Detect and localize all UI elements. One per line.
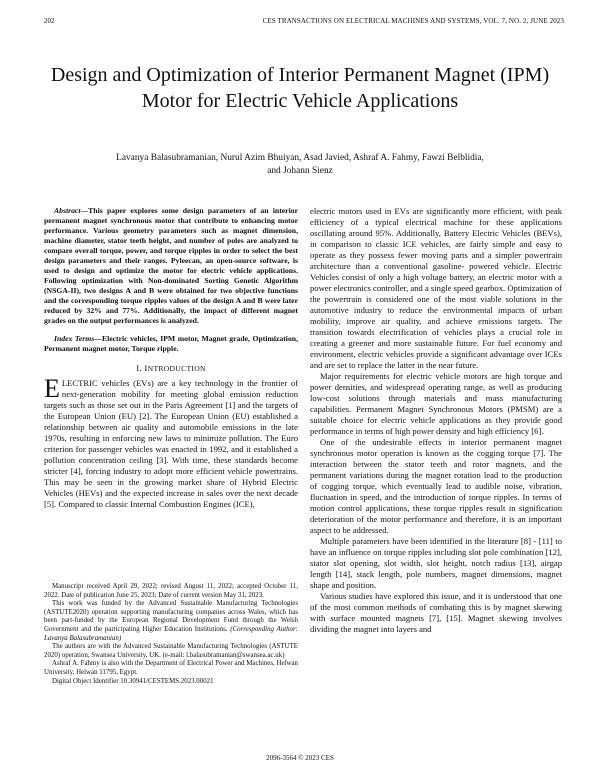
footnote-doi: Digital Object Identifier 10.30941/CESTEMS.2023.00021	[52, 677, 214, 685]
left-column	[44, 206, 298, 510]
intro-paragraph-1-text: LECTRIC vehicles (EVs) are a key technology in the frontier of next-generation mobility for meeting global emission reduction targets such as those set out in the Paris Agreement [1] and the targets of the European Union (EU) [2]. The European Union (EU) established a relationship between air quality and automobile emissions in the late 1970s, resulting in enforcing new laws to minimize pollution. The Euro criterion for passenger vehicles was enacted in 1992, and it established a pollution concentration ceiling [3]. With time, these standards become stricter [4], forcing industry to adopt more efficient vehicle powertrains. This may be seen in the growing market share of Hybrid Electric Vehicles (HEVs) and the expected increase in sales over the next decade [5]. Compared to classic Internal Combustion Engines (ICE),	[44, 378, 298, 509]
intro-paragraph-1-continued: electric motors used in EVs are significantly more efficient, with peak efficiency of a typical electrical machine for these applications oscillating around 95%. Additionally, Battery Electric Vehicles (BEVs), in comparison to classic ICE vehicles, are fairly simple and easy to operate as they possess fewer moving parts and a simpler powertrain architecture than a conventional gasoline- powered vehicle. Electric Vehicles consist of only a high voltage battery, an electric motor with a power electronics controller, and a single speed gearbox. Optimization of the powertrain is considered one of the most viable solutions in the automotive industry to reduce the environmental impacts of urban mobility, improve air quality, and achieve emissions targets. The transition towards electrification of vehicles plays a crucial role in creating a greener and more sustainable future. For fuel economy and environment, electric vehicles provide a significant advantage over ICEs and are set to replace the latter in the near future.	[310, 206, 562, 370]
abstract	[44, 206, 298, 326]
footnotes	[44, 583, 298, 686]
intro-paragraph-1	[44, 374, 298, 510]
footnote-affiliation-2: Ashraf A. Fahmy is also with the Department of Electrical Power and Machines, Helwan University, Helwan 11795, Egypt.	[44, 660, 298, 676]
intro-paragraph-2: Major requirements for electric vehicle motors are high torque and power densities, and widespread operating range, as well as producing low-cost solutions through materials and mass manufacturing capabilities. Permanent Magnet Synchronous Motors (PMSM) are a suitable choice for electric vehicle applications as they provide good performance in terms of high power density and high efficiency [6].	[310, 371, 562, 436]
intro-paragraph-3: One of the undesirable effects in interior permanent magnet synchronous motor operation is known as the cogging torque [7]. The interaction between the stator teeth and rotor magnets, and the permanent variations during the magnet rotation lead to the production of cogging torque, which eventually lead to audible noise, vibration, fluctuation in speed, and the introduction of torque ripples. In terms of motion control applications, these torque ripples result in signification deterioration of the motor performance and therefore, it is an important aspect to be addressed.	[310, 437, 562, 535]
page-footer: 2096-3564 © 2023 CES	[266, 754, 334, 762]
section-title-initial: I	[144, 363, 148, 373]
intro-paragraph-4: Multiple parameters have been identified in the literature [8] - [11] to have an influence on torque ripples including slot pole combination [12], stator slot opening, slot width, slot height, notch radius [13], airgap length [14], stack length, pole numbers, magnet dimensions, magnet shape and position.	[310, 536, 562, 590]
page-number: 202	[44, 17, 55, 25]
author-list	[60, 152, 540, 178]
authors-line-2: and Johann Sienz	[267, 166, 333, 176]
footnote-funding-text: This work was funded by the Advanced Sustainable Manufacturing Technologies (ASTUTE2020) operation supporting manufacturing companies across Wales, which has been part-funded by the European Regional Development Fund through the Welsh Government and the participating Higher Education Institutions.	[44, 600, 298, 633]
section-numeral: I.	[136, 363, 142, 373]
index-terms	[44, 334, 298, 354]
section-heading	[44, 363, 298, 374]
paper-title: Design and Optimization of Interior Permanent Magnet (IPM) Motor for Electric Vehicle Applications	[50, 64, 550, 112]
abstract-text: —This paper explores some design parameters of an interior permanent magnet synchronous motor that contribute to enhancing motor performance. Various geometry parameters such as magnet dimension, machine diameter, stator teeth height, and number of poles are analyzed to compare overall torque, power, and torque ripples in order to select the best design parameters and their ranges. Pyleecan, an open-source software, is used to design and optimize the motor for electric vehicle applications. Following optimization with Non-dominated Sorting Genetic Algorithm (NSGA-II), two designs A and B were obtained for two objective functions and the corresponding torque ripples values of the design A and B were later reduced by 32% and 77%. Additionally, the impact of different magnet grades on the output performances is analyzed.	[44, 206, 298, 325]
right-column	[310, 206, 562, 635]
footnote-affiliation-1: The authors are with the Advanced Sustainable Manufacturing Technologies (ASTUTE 2020) operation, Swansea University, UK. (e-mail: l.balasubramanian@swansea.ac.uk)	[44, 643, 298, 659]
footnote-funding	[44, 600, 298, 643]
abstract-label: Abstract	[54, 206, 81, 215]
footnote-corresponding: (Corresponding Author: Lavanya Balasubramanian)	[44, 625, 298, 642]
index-terms-label: Index Terms	[54, 334, 95, 343]
journal-header: CES TRANSACTIONS ON ELECTRICAL MACHINES AND SYSTEMS, VOL. 7, NO. 2, JUNE 2023	[262, 17, 564, 25]
section-title-rest: NTRODUCTION	[147, 364, 206, 373]
intro-paragraph-5: Various studies have explored this issue, and it is understood that one of the most common methods of combating this is by magnet skewing with surface mounted magnets [7], [15]. Magnet skewing involves dividing the magnet into layers and	[310, 591, 562, 634]
running-header	[44, 17, 564, 29]
index-terms-text: —Electric vehicles, IPM motor, Magnet grade, Optimization, Permanent magnet motor, Torque ripple.	[44, 334, 298, 353]
authors-line-1: Lavanya Balasubramanian, Nurul Azim Bhuiyan, Asad Javied, Ashraf A. Fahmy, Fawzi Belblidia,	[116, 153, 484, 163]
drop-cap: E	[44, 374, 60, 403]
footnote-received: Manuscript received April 29, 2022; revised August 11, 2022; accepted October 11, 2022. Date of publication June 25, 2023; Date of current version May 31, 2023.	[44, 583, 298, 599]
